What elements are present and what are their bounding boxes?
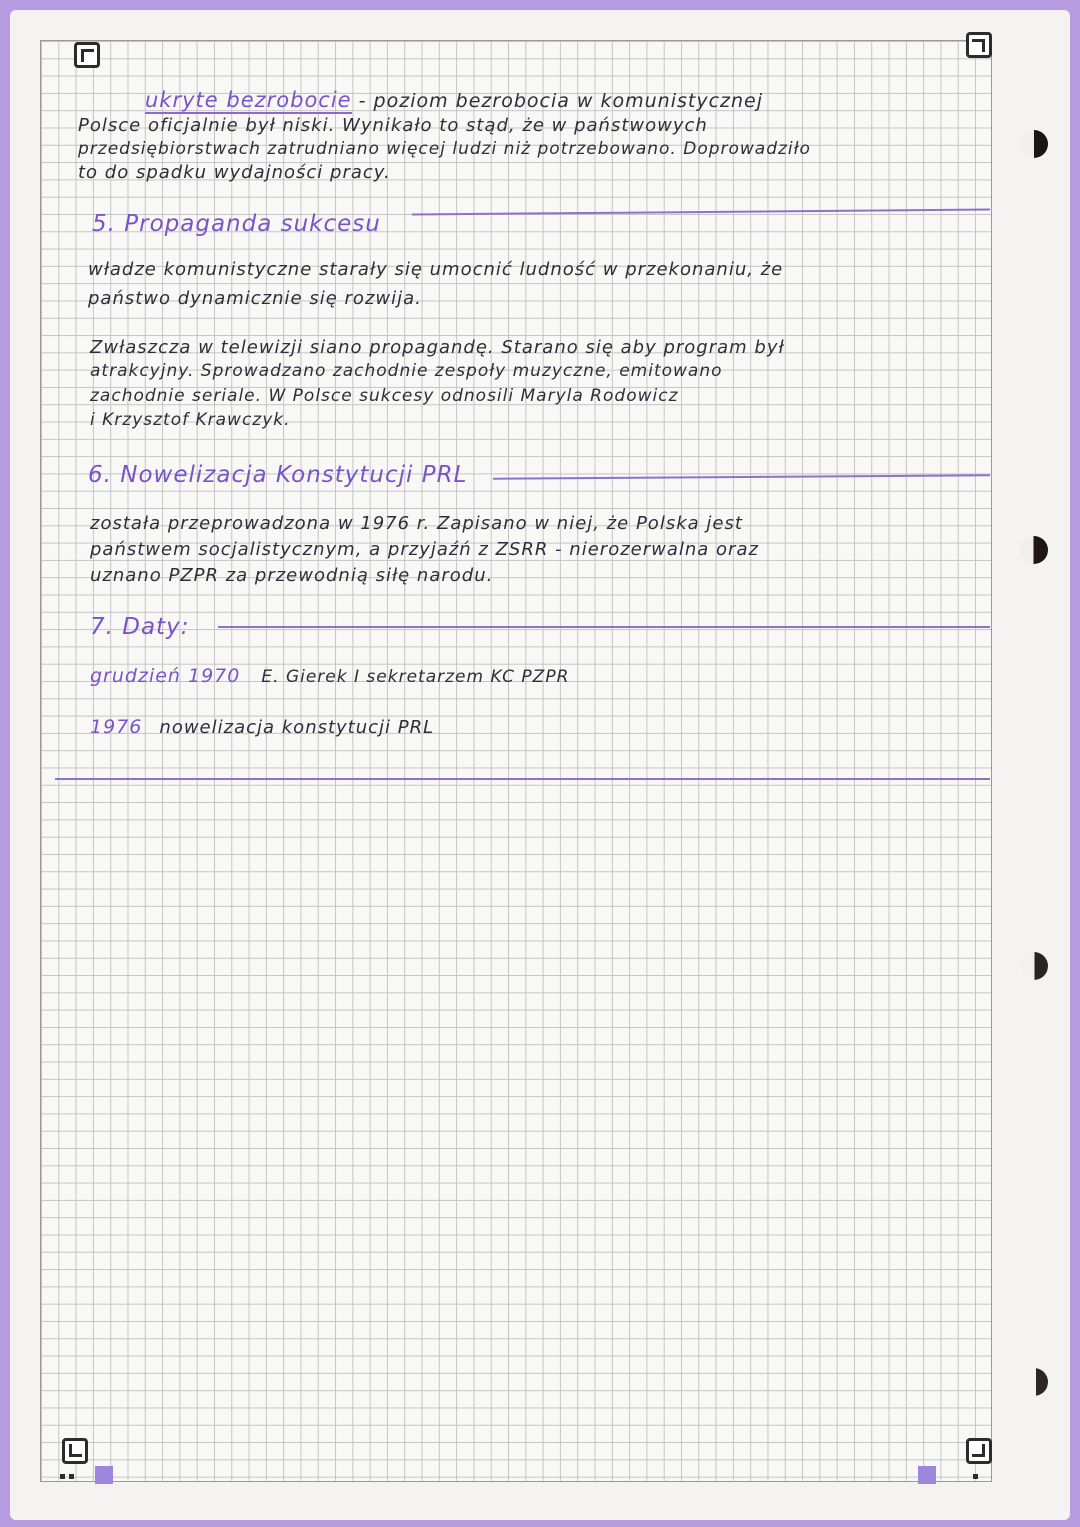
date-entry-2 [90,716,434,738]
intro-line-3: przedsiębiorstwach zatrudniano więcej ludzi niż potrzebowano. Doprowadziło [78,139,811,159]
intro-line-1 [145,88,763,112]
section-7-heading: 7. Daty: [90,614,190,640]
section-5-para2-line4: i Krzysztof Krawczyk. [90,410,291,430]
date-2-what: nowelizacja konstytucji PRL [159,717,435,738]
section-5-para2-line1: Zwłaszcza w telewizji siano propagandę. Starano się aby program był [90,337,785,358]
date-1-what: E. Gierek I sekretarzem KC PZPR [261,667,570,687]
date-entry-1 [90,665,569,687]
term-hidden-unemployment: ukryte bezrobocie [145,88,352,112]
section-5-para1-line1: władze komunistyczne starały się umocnić ludność w przekonaniu, że [88,259,784,280]
date-1-when: grudzień 1970 [90,665,241,687]
section-6-line3: uznano PZPR za przewodnią siłę narodu. [90,565,494,586]
section-6-line2: państwem socjalistycznym, a przyjaźń z ZSRR - nierozerwalna oraz [90,539,759,560]
dash: - [351,90,374,112]
section-6-heading: 6. Nowelizacja Konstytucji PRL [88,462,468,488]
section-5-para1-line2: państwo dynamicznie się rozwija. [88,288,422,309]
closing-rule [55,778,990,780]
section-5-heading: 5. Propaganda sukcesu [92,211,381,237]
intro-line-1-rest: poziom bezrobocia w komunistycznej [373,90,764,112]
section-6-line1: została przeprowadzona w 1976 r. Zapisano w niej, że Polska jest [90,513,743,534]
intro-line-4: to do spadku wydajności pracy. [78,162,391,183]
section-7-rule [218,626,990,628]
section-5-rule [412,208,990,215]
section-6-rule [493,474,990,479]
section-5-para2-line3: zachodnie seriale. W Polsce sukcesy odnosili Maryla Rodowicz [90,386,679,406]
section-5-para2-line2: atrakcyjny. Sprowadzano zachodnie zespoły muzyczne, emitowano [90,361,723,381]
date-2-when: 1976 [90,716,143,738]
intro-line-2: Polsce oficjalnie był niski. Wynikało to stąd, że w państwowych [78,115,708,136]
